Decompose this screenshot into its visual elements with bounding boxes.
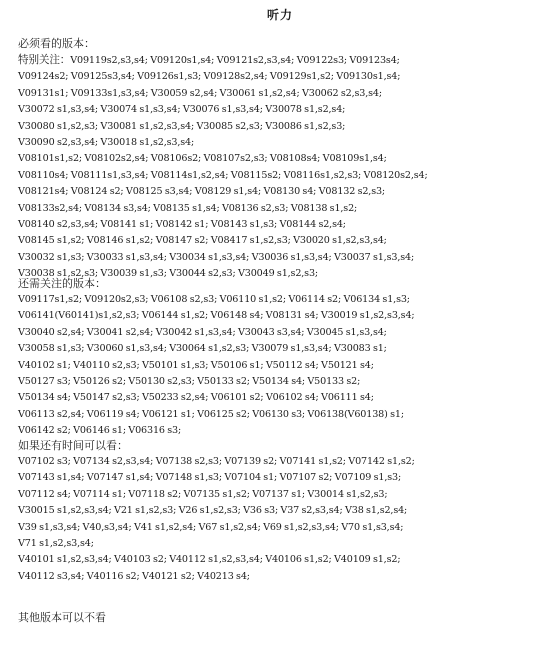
section-also-attention [18,276,548,440]
if-time-list: V07102 s3; V07134 s2,s3,s4; V07138 s2,s3; V07139 s2; V07141 s1,s2; V07142 s1,s2; V07143 s1,s4; V07147 s1,s4; V07148 s1,s3; V07104 s1; V07107 s2; V07109 s1,s3; V07112 s4; V07114 s1; V07118 s2; V07135 s1,s2; V07137 s1; V30014 s1,s2,s3; V30015 s1,s2,s3,s4; V21 s1,s2,s3; V26 s1,s2,s3; V36 s3; V37 s2,s3,s4; V38 s1,s2,s4; V39 s1,s3,s4; V40,s3,s4; V41 s1,s2,s4; V67 s1,s2,s4; V69 s1,s2,s3,s4; V70 s1,s3,s4; V71 s1,s2,s3,s4; V40101 s1,s2,s3,s4; V40103 s2; V40112 s1,s2,s3,s4; V40106 s1,s2; V40109 s1,s2; V40112 s3,s4; V40116 s2; V40121 s2; V40213 s4; [18,456,415,582]
section-heading: 还需关注的版本： [18,277,106,290]
section-heading: 必须看的版本： [18,37,95,50]
page-title: 听力 [266,8,293,22]
must-read-list: V09119s2,s3,s4; V09120s1,s4; V09121s2,s3,s4; V09122s3; V09123s4; V09124s2; V09125s3,s4; V09126s1,s3; V09128s2,s4; V09129s1,s2; V09130s1,s4; V09131s1; V09133s1,s3,s4; V30059 s2,s4; V30061 s1,s2,s4; V30062 s2,s3,s4; V30072 s1,s3,s4; V30074 s1,s3,s4; V30076 s1,s3,s4; V30078 s1,s2,s4; V30080 s1,s2,s3; V30081 s1,s2,s3,s4; V30085 s2,s3; V30086 s1,s2,s3; V30090 s2,s3,s4; V30018 s1,s2,s3,s4; V08101s1,s2; V08102s2,s4; V08106s2; V08107s2,s3; V08108s4; V08109s1,s4; V08110s4; V08111s1,s3,s4; V08114s1,s2,s4; V08115s2; V08116s1,s2,s3; V08120s2,s4; V08121s4; V08124 s2; V08125 s3,s4; V08129 s1,s4; V08130 s4; V08132 s2,s3; V08133s2,s4; V08134 s3,s4; V08135 s1,s4; V08136 s2,s3; V08138 s1,s2; V08140 s2,s3,s4; V08141 s1; V08142 s1; V08143 s1,s3; V08144 s2,s4; V08145 s1,s2; V08146 s1,s2; V08147 s2; V08417 s1,s2,s3; V30020 s1,s2,s3,s4; V30032 s1,s3; V30033 s1,s3,s4; V30034 s1,s3,s4; V30036 s1,s3,s4; V30037 s1,s3,s4; V30038 s1,s2,s3; V30039 s1,s3; V30044 s2,s3; V30049 s1,s2,s3; [18,55,428,280]
section-body [18,52,548,283]
section-heading: 其他版本可以不看 [18,611,106,624]
section-others [18,610,548,626]
section-if-time [18,438,548,585]
also-attention-list: V09117s1,s2; V09120s2,s3; V06108 s2,s3; V06110 s1,s2; V06114 s2; V06134 s1,s3; V06141(V60141)s1,s2,s3; V06144 s1,s2; V06148 s4; V08131 s4; V30019 s1,s2,s3,s4; V30040 s2,s4; V30041 s2,s4; V30042 s1,s3,s4; V30043 s3,s4; V30045 s1,s3,s4; V30058 s1,s3; V30060 s1,s3,s4; V30064 s1,s2,s3; V30079 s1,s3,s4; V30083 s1; V40102 s1; V40110 s2,s3; V50101 s1,s3; V50106 s1; V50112 s4; V50121 s4; V50127 s3; V50126 s2; V50130 s2,s3; V50133 s2; V50134 s4; V50133 s2; V50134 s4; V50147 s2,s3; V50233 s2,s4; V06101 s2; V06102 s4; V06111 s4; V06113 s2,s4; V06119 s4; V06121 s1; V06125 s2; V06130 s3; V06138(V60138) s1; V06142 s2; V06146 s1; V06316 s3; [18,294,415,437]
section-must-read [18,36,548,283]
special-attention-label: 特别关注： [18,54,71,66]
section-heading: 如果还有时间可以看： [18,439,128,452]
